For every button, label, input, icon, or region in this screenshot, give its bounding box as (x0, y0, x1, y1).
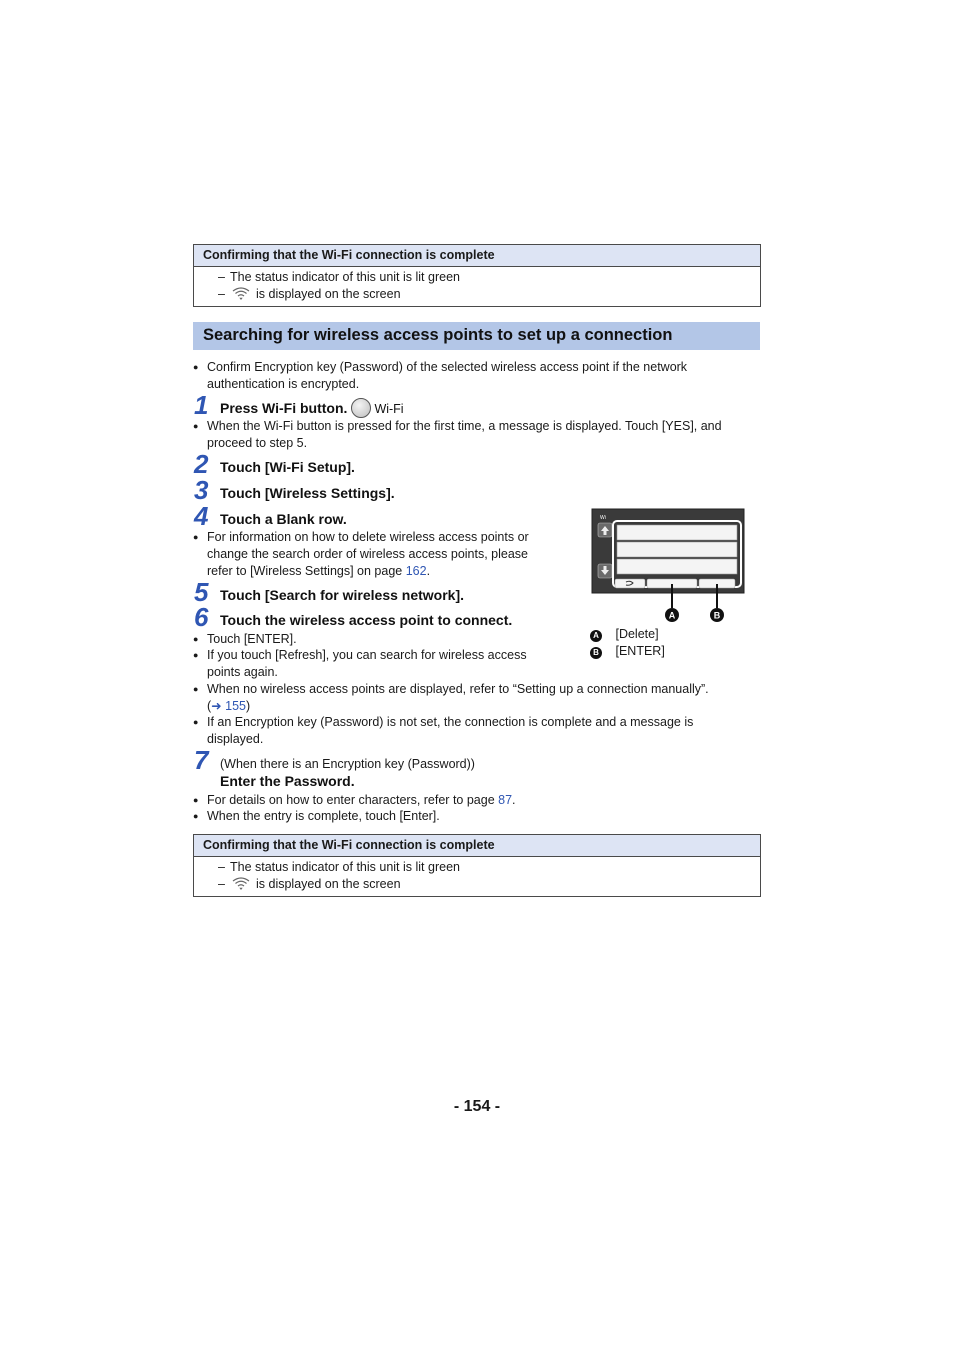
access-point-row (617, 559, 737, 574)
step-3-title: Touch [Wireless Settings]. (220, 485, 395, 501)
wifi-signal-icon (232, 877, 250, 891)
section-heading: Searching for wireless access points to set up a connection (193, 322, 760, 350)
step-1-bullet: ● When the Wi-Fi button is pressed for the first time, a message is displayed. Touch [YES], and proceed to step 5. (193, 419, 722, 450)
step-number-3: 3 (194, 475, 209, 505)
figure-label-a: A (668, 610, 676, 621)
wireless-settings-screen-figure (590, 508, 748, 626)
step-number-6: 6 (194, 602, 209, 632)
step-6-bullet-3: ● When no wireless access points are displayed, refer to “Setting up a connection manually”. (➜ 155) (193, 682, 709, 713)
bullet-dot: ● (193, 362, 199, 372)
step-number-4: 4 (194, 501, 209, 531)
return-button (615, 579, 645, 588)
confirm-line2-text: is displayed on the screen (256, 877, 401, 891)
step-1-title: Press Wi-Fi button. Wi-Fi (220, 400, 404, 416)
step-2-title: Touch [Wi-Fi Setup]. (220, 459, 355, 475)
confirm-box-title: Confirming that the Wi-Fi connection is complete (194, 245, 760, 267)
wifi-button-label: Wi-Fi (374, 402, 404, 416)
access-point-row (617, 542, 737, 557)
step-number-2: 2 (194, 449, 209, 479)
step-number-7: 7 (194, 745, 209, 775)
label-a-badge: A (590, 630, 602, 642)
step-6-bullet-4: ● If an Encryption key (Password) is not set, the connection is complete and a message is displayed. (193, 715, 694, 746)
confirm-line1-text: The status indicator of this unit is lit green (230, 270, 460, 284)
step-4-title: Touch a Blank row. (220, 511, 347, 527)
step-4-bullet: ● For information on how to delete wireless access points or change the search order of wireless access points, please refer to [Wireless Settings] on page 162. (193, 530, 529, 578)
confirm-line2-text: is displayed on the screen (256, 287, 401, 301)
step-7-bullet-1: ● For details on how to enter characters, refer to page 87. (193, 793, 516, 807)
step-6-bullet-2: ● If you touch [Refresh], you can search for wireless access points again. (193, 648, 527, 679)
step-6-bullet-1: ● Touch [ENTER]. (193, 632, 297, 646)
step-number-1: 1 (194, 390, 209, 420)
step-7-note: (When there is an Encryption key (Password)) (220, 757, 475, 771)
page-link-87[interactable]: 87 (498, 793, 513, 807)
figure-legend-a: A [Delete] (590, 626, 659, 643)
dash: – (218, 270, 225, 284)
confirm-line-indicator (194, 859, 760, 876)
access-point-row (617, 525, 737, 540)
intro-bullet: ● Confirm Encryption key (Password) of the selected wireless access point if the network authentication is encrypted. (193, 360, 688, 391)
step-6-title: Touch the wireless access point to connect. (220, 612, 513, 628)
confirm-box-title: Confirming that the Wi-Fi connection is complete (194, 835, 760, 857)
dash: – (218, 877, 225, 891)
confirm-line1-text: The status indicator of this unit is lit green (230, 860, 460, 874)
confirm-line-screen (194, 876, 760, 893)
page-number: - 154 - (453, 1098, 501, 1115)
step-5-title: Touch [Search for wireless network]. (220, 587, 465, 603)
label-b-badge: B (590, 647, 602, 659)
page-link-155[interactable]: 155 (225, 699, 246, 713)
svg-text:Wi: Wi (600, 515, 606, 521)
dash: – (218, 860, 225, 874)
confirm-line-indicator (194, 269, 760, 286)
step-7-bullet-2: ● When the entry is complete, touch [Enter]. (193, 809, 440, 823)
wifi-button-icon (351, 398, 371, 418)
confirm-box-bottom (193, 834, 761, 897)
figure-label-b: B (713, 610, 721, 621)
step-7-title: Enter the Password. (220, 773, 355, 789)
confirm-line-screen (194, 286, 760, 303)
arrow-icon: ➜ (211, 699, 222, 713)
confirm-box-top (193, 244, 761, 307)
dash: – (218, 287, 225, 301)
page-link-162[interactable]: 162 (405, 564, 427, 578)
step-number-5: 5 (194, 577, 209, 607)
figure-legend-b: B [ENTER] (590, 643, 665, 660)
wifi-signal-icon (232, 287, 250, 301)
